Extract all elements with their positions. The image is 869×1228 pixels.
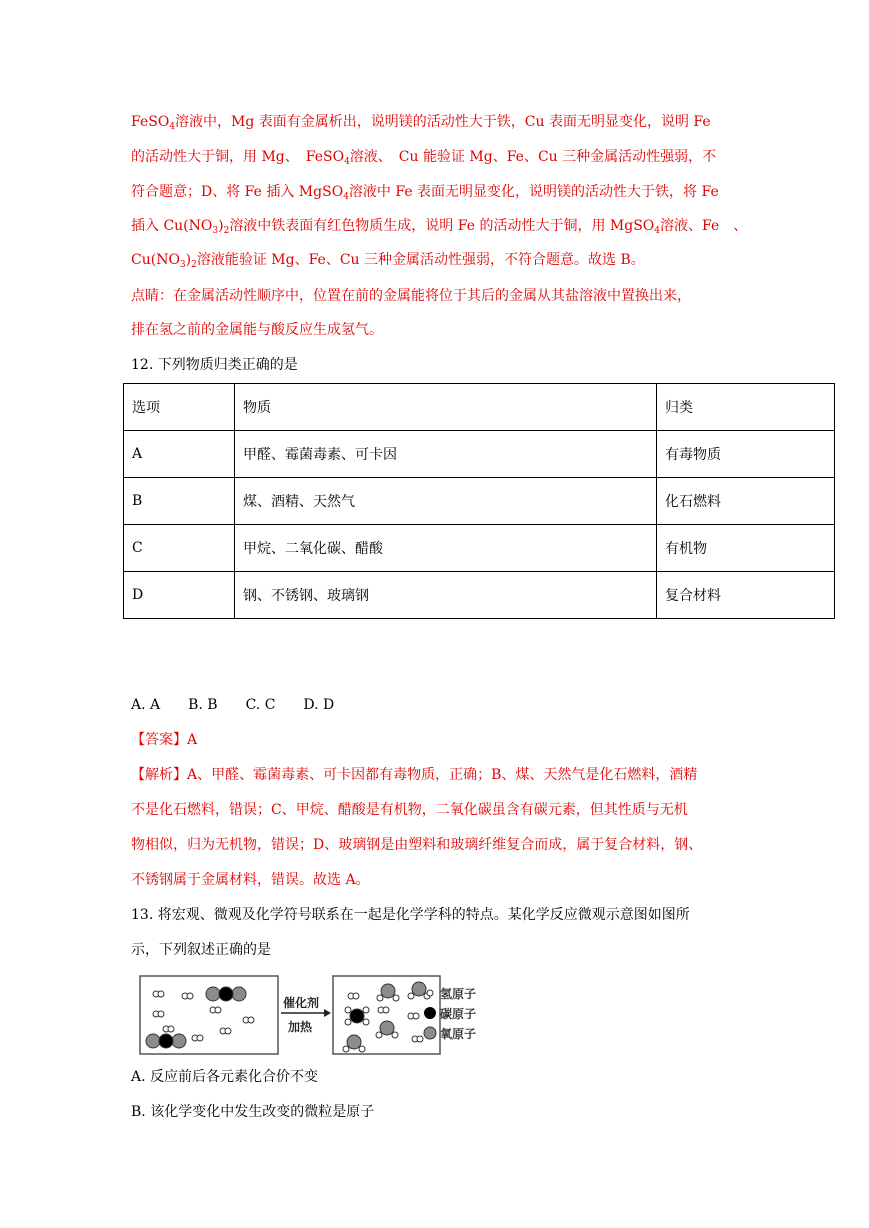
explanation-line-2: 的活动性大于铜，用 Mg、 FeSO$_4$溶液、 Cu 能验证 Mg、Fe、Cu 三种金属活动性强弱，不 (131, 149, 717, 167)
hydrogen-molecule (153, 991, 164, 997)
answer-value: A (187, 732, 198, 748)
legend-label: 氢原子 (440, 987, 477, 1001)
table-row (124, 525, 835, 572)
table-cell: D (124, 572, 235, 619)
hydrogen-molecule (348, 993, 359, 999)
explanation-line-3: 符合题意；D、将 Fe 插入 MgSO$_4$溶液中 Fe 表面无明显变化，说明镁的活动性大于铁，将 Fe (131, 184, 719, 202)
legend-label: 碳原子 (440, 1007, 477, 1021)
hydrogen-molecule (192, 1035, 203, 1041)
hydrogen-molecule (182, 993, 193, 999)
analysis-line-4: 不锈钢属于金属材料，错误。故选 A。 (131, 872, 370, 888)
explanation-line-5: $Cu(NO_3)_2$溶液能验证 Mg、Fe、Cu 三种金属活动性强弱，不符合题意。故选 B。 (131, 252, 645, 270)
hydrogen-molecule (408, 1013, 419, 1019)
explanation-line-4: 插入 $Cu(NO_3)_2$溶液中铁表面有红色物质生成，说明 Fe 的活动性大于铜，用 MgSO$_4$溶液、Fe 、 (131, 218, 748, 236)
table-cell: C (124, 525, 235, 572)
table-cell: 复合材料 (657, 572, 835, 619)
table-row (124, 572, 835, 619)
table-cell: A (124, 431, 235, 478)
question-13-option-b: B. 该化学变化中发生改变的微粒是原子 (131, 1104, 375, 1120)
table-cell: 煤、酒精、天然气 (235, 478, 657, 525)
hydrogen-molecule (243, 1017, 254, 1023)
table-cell: 钢、不锈钢、玻璃钢 (235, 572, 657, 619)
analysis-tag: 【解析】 (131, 767, 187, 783)
table-cell: 甲烷、二氧化碳、醋酸 (235, 525, 657, 572)
table-header-cell: 物质 (235, 384, 657, 431)
question-13-option-a: A. 反应前后各元素化合价不变 (131, 1069, 319, 1085)
classification-table (123, 383, 835, 619)
hydrogen-molecule (210, 1007, 221, 1013)
question-12-options: A. A B. B C. C D. D (131, 697, 335, 713)
question-13-stem-line-1: 13. 将宏观、微观及化学符号联系在一起是化学学科的特点。某化学反应微观示意图如图所 (131, 907, 690, 923)
reaction-arrow-head (324, 1009, 331, 1017)
table-header-cell: 归类 (657, 384, 835, 431)
answer-tag: 【答案】 (131, 732, 187, 748)
answer-line (131, 730, 197, 750)
analysis-line-3: 物相似，归为无机物，错误；D、玻璃钢是由塑料和玻璃纤维复合而成，属于复合材料，钢、 (131, 837, 703, 853)
table-header-row (124, 384, 835, 431)
table-cell: 有机物 (657, 525, 835, 572)
table-cell: 有毒物质 (657, 431, 835, 478)
table-row (124, 431, 835, 478)
arrow-label-bottom: 加热 (288, 1020, 313, 1034)
hydrogen-molecule (378, 1007, 389, 1013)
oxygen-atom-legend-icon (424, 1027, 436, 1039)
tip-line-1: 点睛：在金属活动性顺序中，位置在前的金属能将位于其后的金属从其盐溶液中置换出来， (131, 288, 691, 304)
carbon-dioxide-molecule (206, 987, 246, 1001)
tip-line-2: 排在氢之前的金属能与酸反应生成氢气。 (131, 322, 383, 338)
carbon-atom-legend-icon (424, 1007, 436, 1019)
table-header-cell: 选项 (124, 384, 235, 431)
reaction-microscopic-diagram (138, 974, 484, 1056)
table-cell: 甲醛、霉菌毒素、可卡因 (235, 431, 657, 478)
legend-label: 氧原子 (440, 1027, 477, 1041)
analysis-line-1: 【解析】A、甲醛、霉菌毒素、可卡因都有毒物质，正确；B、煤、天然气是化石燃料，酒精 (131, 767, 698, 783)
table-cell: 化石燃料 (657, 478, 835, 525)
question-12-stem: 12. 下列物质归类正确的是 (131, 357, 298, 373)
hydrogen-molecule (412, 1036, 423, 1042)
table-cell: B (124, 478, 235, 525)
arrow-label-top: 催化剂 (283, 996, 320, 1010)
table-row (124, 478, 835, 525)
question-13-stem-line-2: 示，下列叙述正确的是 (131, 942, 271, 958)
hydrogen-molecule (220, 1028, 231, 1034)
hydrogen-molecule (153, 1011, 164, 1017)
explanation-line-1: FeSO$_4$溶液中，Mg 表面有金属析出，说明镁的活动性大于铁，Cu 表面无明显变化，说明 Fe (131, 114, 711, 132)
carbon-dioxide-molecule (146, 1034, 186, 1048)
hydrogen-atom-legend-icon (427, 990, 433, 996)
analysis-line-2: 不是化石燃料，错误；C、甲烷、醋酸是有机物，二氧化碳虽含有碳元素，但其性质与无机 (131, 802, 688, 818)
hydrogen-molecule (163, 1026, 174, 1032)
diagram-legend (424, 986, 476, 1041)
